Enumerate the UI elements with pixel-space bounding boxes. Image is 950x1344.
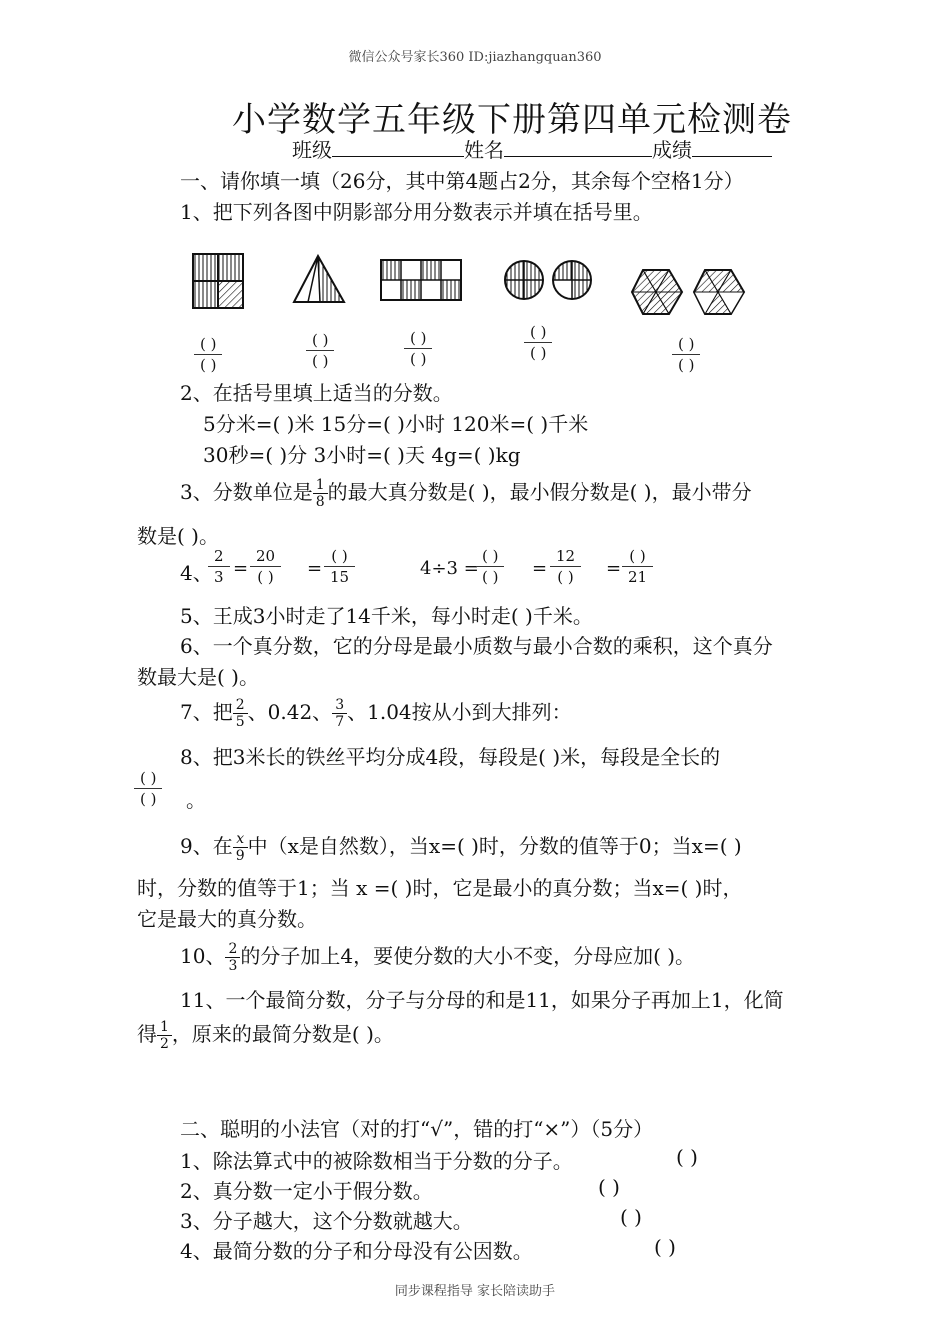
name-label: 姓名 [464,138,504,162]
judge-item-4: 4、最简分数的分子和分母没有公因数。 [180,1239,533,1263]
q4-eq-1: = [233,558,249,579]
figure-triangle [290,252,348,308]
q10-line [180,940,695,974]
q6-line2: 数最大是( )。 [137,665,259,689]
q2-row1: 5分米=( )米 15分=( )小时 120米=( )千米 [203,412,589,436]
q6-line1: 6、一个真分数，它的分母是最小质数与最小合数的乘积，这个真分 [180,634,773,658]
figure-rectangle-grid [378,256,466,304]
q7-text-b: 、0.42、 [247,700,333,724]
q9-text-b: 中（x是自然数），当x=( )时，分数的值等于0；当x=( ) [247,834,742,858]
q3-text-b: 的最大真分数是( )，最小假分数是( )，最小带分 [327,480,752,504]
class-label: 班级 [292,138,332,162]
q3-line2: 数是( )。 [137,524,219,548]
q10-text-a: 10、 [180,944,226,968]
q9-text-a: 9、在 [180,834,233,858]
q7-text-c: 、1.04按从小到大排列： [347,700,572,724]
section1-heading: 一、请你填一填（26分，其中第4题占2分，其余每个空格1分） [180,169,744,193]
q4-fraction-5[interactable]: 12 ( ) [550,546,581,587]
answer-fraction-3[interactable]: ( ) ( ) [404,328,432,369]
q11-text-b: 得 [137,1022,157,1046]
page-title: 小学数学五年级下册第四单元检测卷 [232,100,792,140]
judge-mark-3[interactable]: ( ) [620,1205,642,1229]
q8-line1: 8、把3米长的铁丝平均分成4段，每段是( )米，每段是全长的 [180,745,721,769]
judge-item-3: 3、分子越大，这个分数就越大。 [180,1209,473,1233]
q3-line1 [180,476,752,510]
q11-fraction: $\frac{1}{2}$ [157,1019,172,1052]
q4-fraction-4[interactable]: ( ) ( ) [476,546,504,587]
q9-line2: 时，分数的值等于1；当 x =( )时，它是最小的真分数；当x=( )时， [137,876,743,900]
q10-text-b: 的分子加上4，要使分数的大小不变，分母应加( )。 [240,944,696,968]
q3-text-a: 3、分数单位是 [180,480,313,504]
q3-fraction: $\frac{1}{8}$ [313,477,328,510]
q4-eq-3: = [532,558,548,579]
q4-label: 4、 [180,561,213,585]
q8-answer-fraction[interactable]: ( ) ( ) [134,768,162,809]
score-field[interactable] [692,138,772,157]
q7-fraction-1: $\frac{2}{5}$ [233,697,248,730]
q9-line3: 它是最大的真分数。 [137,907,317,931]
q7-fraction-2: $\frac{3}{7}$ [332,697,347,730]
judge-mark-1[interactable]: ( ) [676,1145,698,1169]
answer-fraction-2[interactable]: ( ) ( ) [306,330,334,371]
judge-item-1: 1、除法算式中的被除数相当于分数的分子。 [180,1149,573,1173]
q9-line1 [180,830,742,864]
page-footer: 同步课程指导 家长陪读助手 [394,1284,556,1299]
class-field[interactable] [332,138,464,157]
q4-fraction-1: $\frac{2}{3}$ [208,546,230,587]
q9-fraction: $\frac{x}{9}$ [233,831,248,864]
figure-square-grid [190,250,248,312]
page-header: 微信公众号家长360 ID:jiazhangquan360 [348,50,602,65]
q4-eq-4: = [606,558,622,579]
q4-division: 4÷3 = [420,558,479,579]
q5-text: 5、王成3小时走了14千米，每小时走( )千米。 [180,604,593,628]
q4-fraction-2[interactable]: 20 ( ) [250,546,281,587]
q4-fraction-6[interactable]: ( ) 21 [622,546,653,587]
q7-line [180,696,572,730]
q7-text-a: 7、把 [180,700,233,724]
section2-heading: 二、聪明的小法官（对的打“√”，错的打“×”）（5分） [180,1117,654,1141]
answer-fraction-5[interactable]: ( ) ( ) [672,334,700,375]
score-label: 成绩 [652,138,692,162]
q2-row2: 30秒=( )分 3小时=( )天 4g=( )kg [203,443,521,467]
q10-fraction: $\frac{2}{3}$ [225,941,240,974]
figure-two-circles [502,256,594,304]
figure-two-hexagons [630,266,748,318]
q2-text: 2、在括号里填上适当的分数。 [180,381,453,405]
q11-line1: 11、一个最简分数，分子与分母的和是11，如果分子再加上1，化简 [180,988,784,1012]
answer-fraction-4[interactable]: ( ) ( ) [524,322,552,363]
answer-fraction-1[interactable]: ( ) ( ) [194,334,222,375]
info-line [292,134,772,163]
judge-item-2: 2、真分数一定小于假分数。 [180,1179,433,1203]
q11-text-c: ，原来的最简分数是( )。 [171,1022,394,1046]
q1-text: 1、把下列各图中阴影部分用分数表示并填在括号里。 [180,200,653,224]
q4-eq-2: = [307,558,323,579]
q11-line2 [137,1018,394,1052]
q4-fraction-3[interactable]: ( ) 15 [324,546,355,587]
q8-end: 。 [186,788,206,812]
judge-mark-4[interactable]: ( ) [654,1235,676,1259]
judge-mark-2[interactable]: ( ) [598,1175,620,1199]
name-field[interactable] [504,138,652,157]
